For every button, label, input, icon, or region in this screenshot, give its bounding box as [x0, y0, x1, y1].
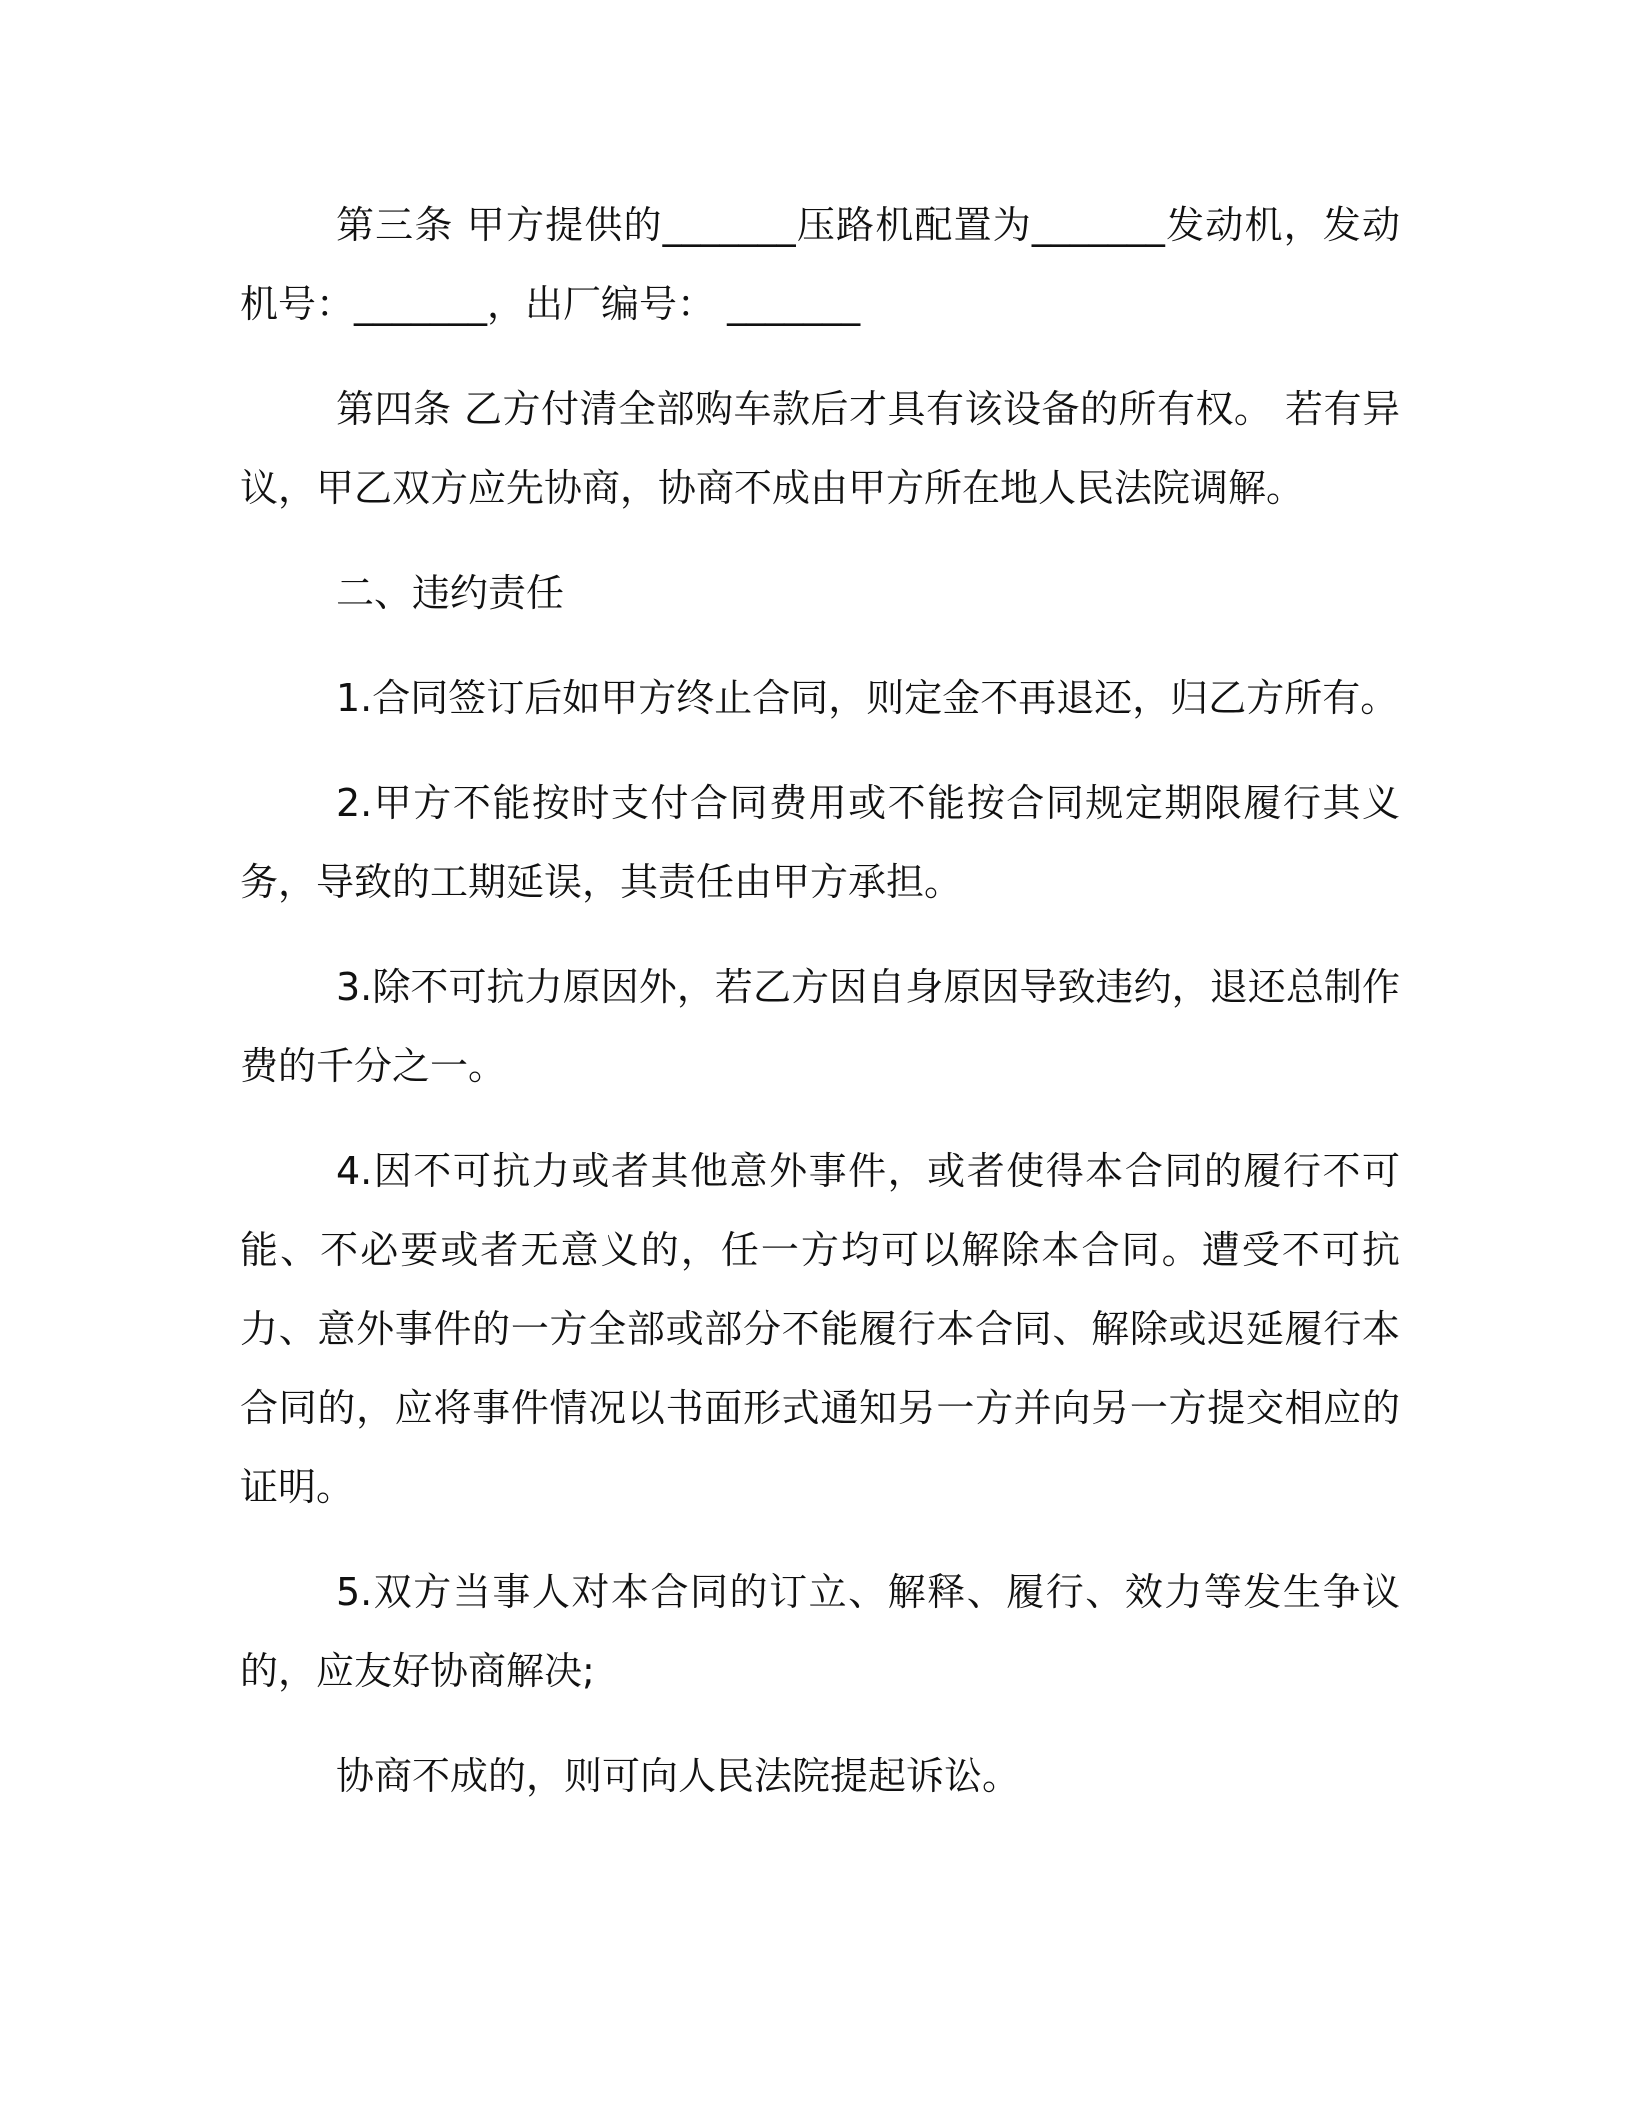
- clause-3-paragraph: 3.除不可抗力原因外，若乙方因自身原因导致违约，退还总制作费的千分之一。: [240, 965, 1400, 1088]
- document-body: [240, 186, 1400, 1842]
- clause-5-paragraph: 5.双方当事人对本合同的订立、解释、履行、效力等发生争议的，应友好协商解决;: [240, 1570, 1400, 1693]
- article-3-paragraph: 第三条 甲方提供的_______压路机配置为_______发动机，发动机号：_______，出厂编号： _______: [240, 203, 1400, 326]
- clause-2-paragraph: 2.甲方不能按时支付合同费用或不能按合同规定期限履行其义务，导致的工期延误，其责任由甲方承担。: [240, 781, 1400, 904]
- litigation-paragraph: 协商不成的，则可向人民法院提起诉讼。: [336, 1754, 1021, 1798]
- clause-4-paragraph: 4.因不可抗力或者其他意外事件，或者使得本合同的履行不可能、不必要或者无意义的，任一方均可以解除本合同。遭受不可抗力、意外事件的一方全部或部分不能履行本合同、解除或迟延履行本合同的，应将事件情况以书面形式通知另一方并向另一方提交相应的证明。: [240, 1149, 1400, 1509]
- article-4-paragraph: 第四条 乙方付清全部购车款后才具有该设备的所有权。 若有异议，甲乙双方应先协商，协商不成由甲方所在地人民法院调解。: [240, 387, 1400, 510]
- section-heading-breach-liability: 二、违约责任: [336, 571, 565, 615]
- clause-1-paragraph: 1.合同签订后如甲方终止合同，则定金不再退还，归乙方所有。: [336, 676, 1399, 720]
